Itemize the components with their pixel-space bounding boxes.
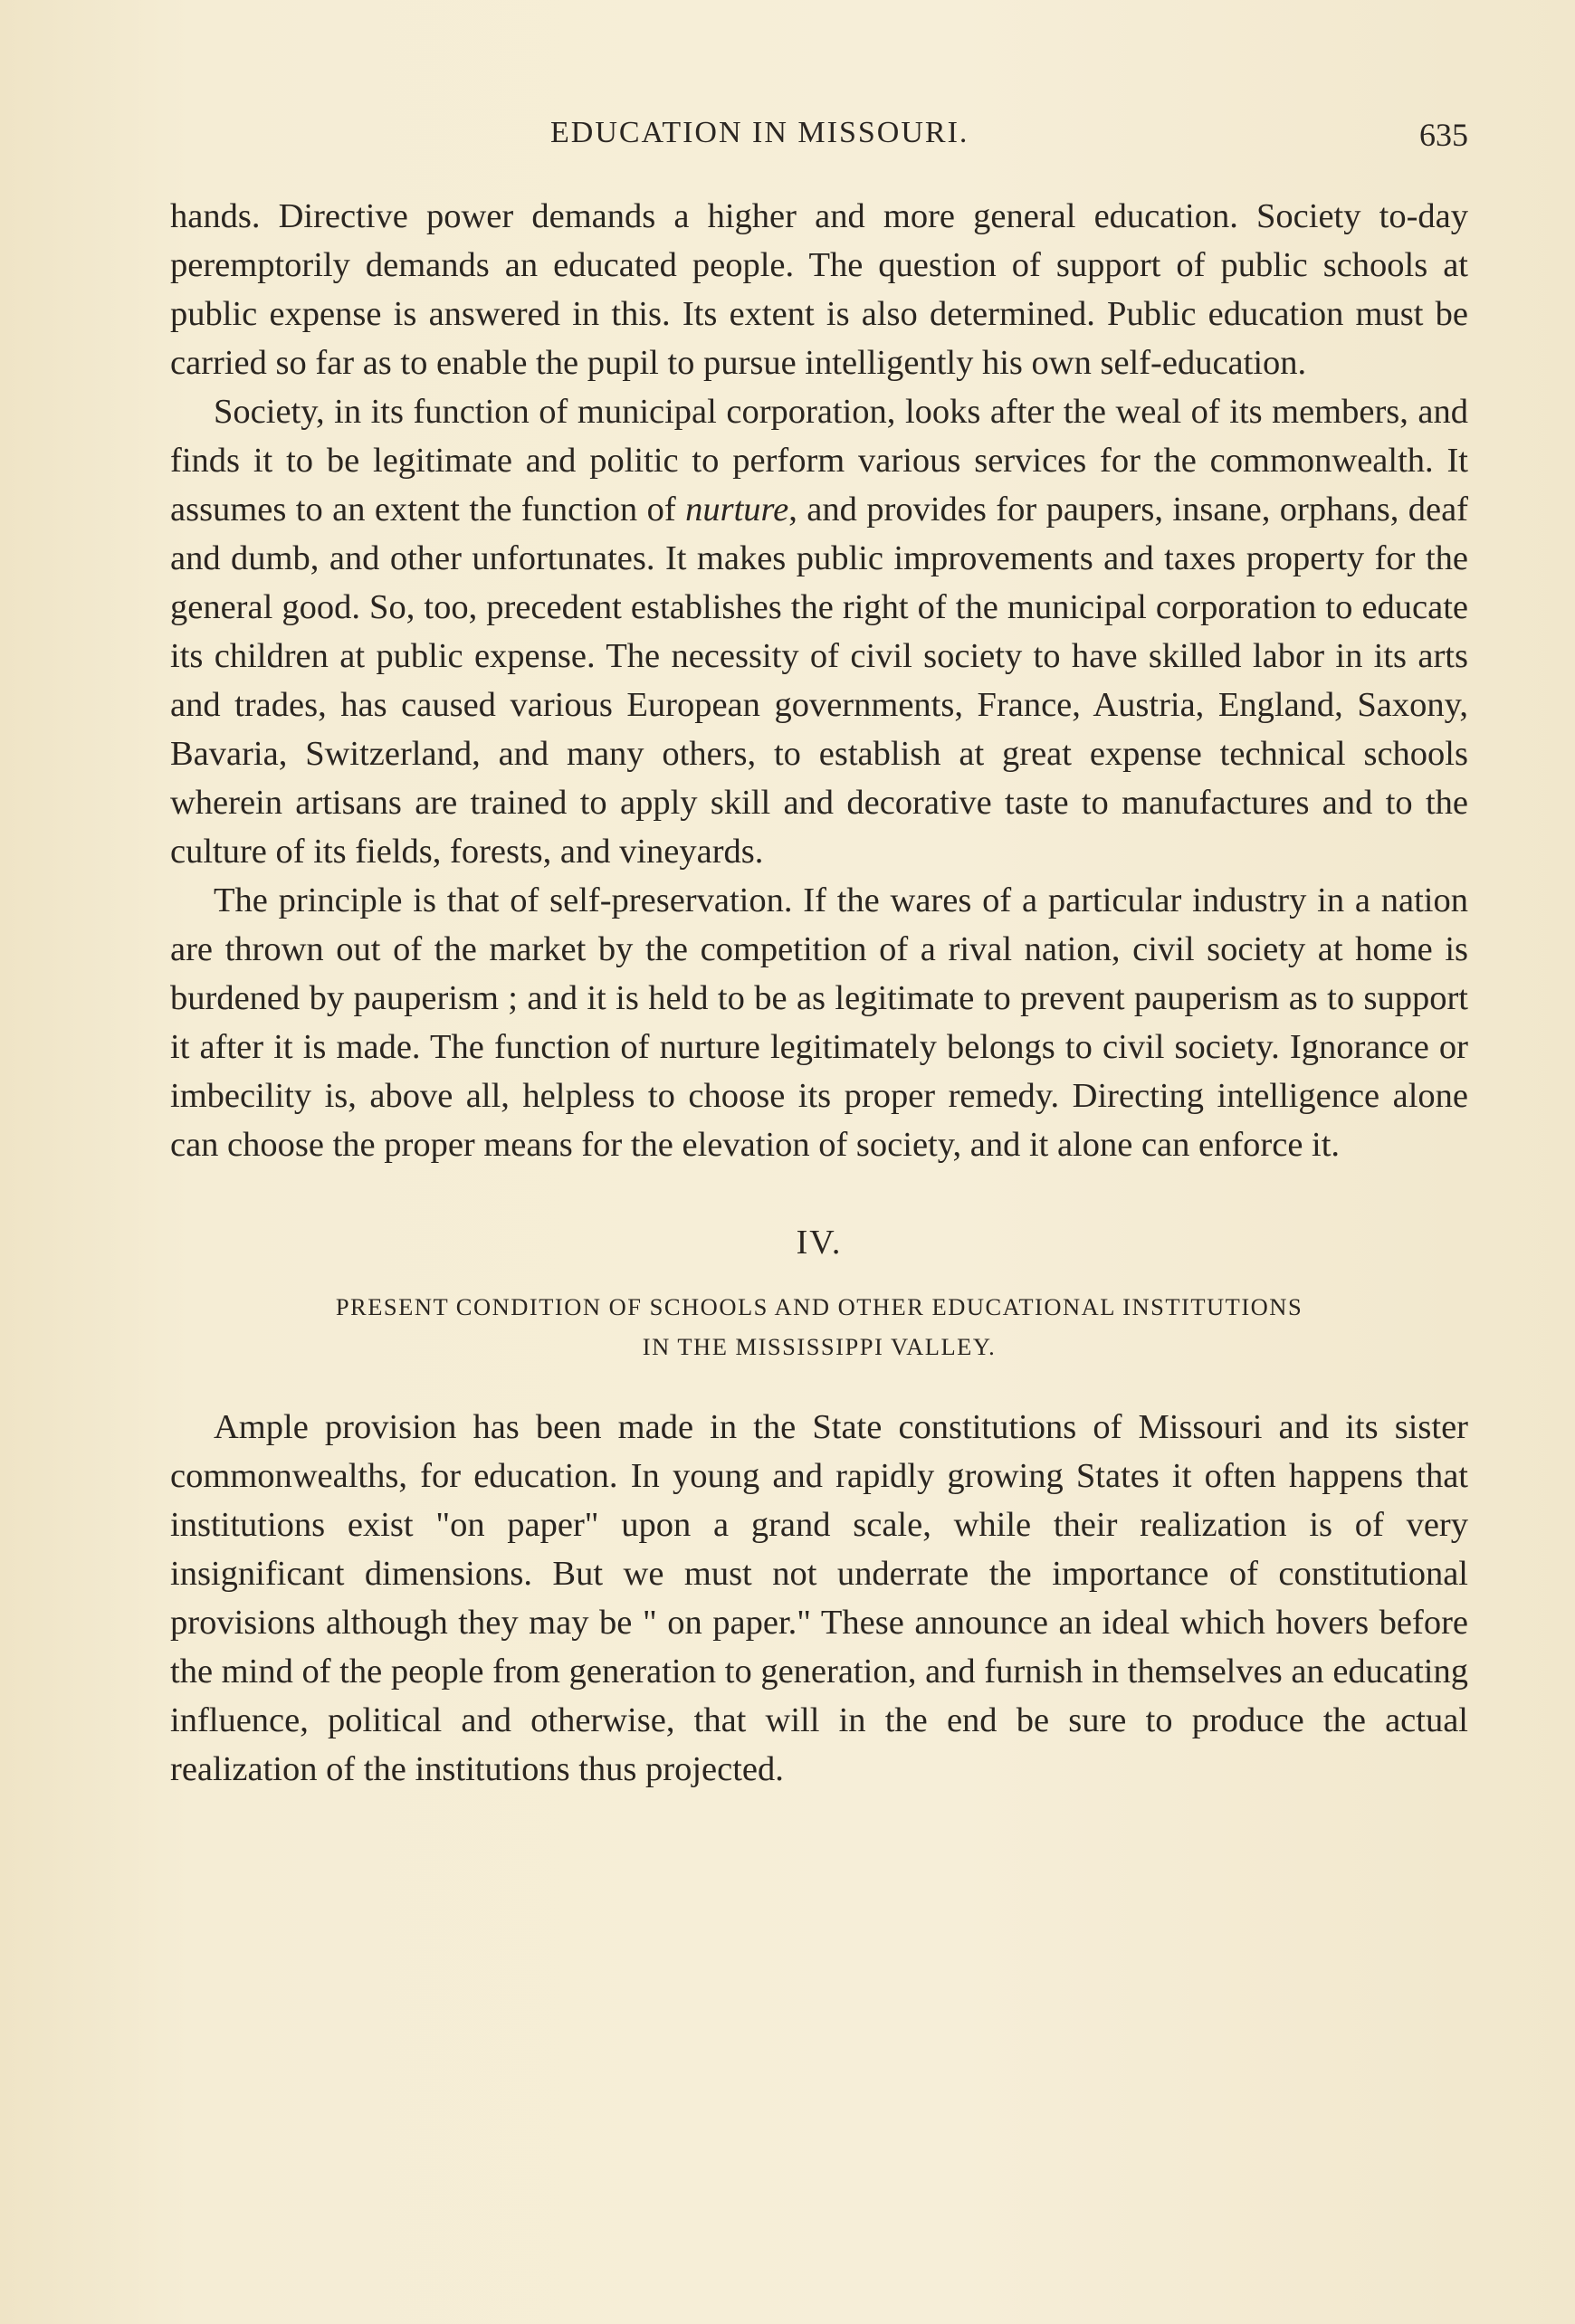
italic-word-nurture: nurture (685, 491, 789, 529)
section-number: IV. (796, 1224, 843, 1262)
section-heading-line-1: PRESENT CONDITION OF SCHOOLS AND OTHER EDUCATIONAL INSTITUTIONS (335, 1293, 1303, 1320)
body-text (170, 192, 1468, 1794)
paragraph-2 (170, 387, 1468, 876)
paragraph-3: The principle is that of self-preservation. If the wares of a particular industry in a nation are thrown out of the market by the competition of a rival nation, civil society at home is burdened by pauperism ; and it is held to be as legitimate to prevent pauperism as to support it after it is made. The function of nurture legitimately belongs to civil society. Ignorance or imbecility is, above all, helpless to choose its proper remedy. Directing intelligence alone can choose the proper means for the elevation of society, and it alone can enforce it. (170, 881, 1468, 1164)
paragraph-4: Ample provision has been made in the State constitutions of Missouri and its sister commonwealths, for education. In young and rapidly growing States it often happens that institutions exist "on paper" upon a grand scale, while their realization is of very insignificant dimensions. But we must not underrate the importance of constitutional provisions although they may be " on paper." These announce an ideal which hovers before the mind of the people from generation to generation, and furnish in themselves an educating influence, political and otherwise, that will in the end be sure to produce the actual realization of the institutions thus projected. (170, 1408, 1468, 1788)
paragraph-2-text-end: , and provides for paupers, insane, orphans, deaf and dumb, and other unfortunates. It makes public improvements and taxes property for the general good. So, too, precedent establishes the right of the municipal corporation to educate its children at public expense. The necessity of civil society to have skilled labor in its arts and trades, has caused various European governments, France, Austria, England, Saxony, Bavaria, Switzerland, and many others, to establish at great expense technical schools wherein artisans are trained to apply skill and decorative taste to manufactures and to the culture of its fields, forests, and vineyards. (170, 491, 1468, 871)
section-heading (170, 1287, 1468, 1367)
paragraph-2-text-start: Society, in its function of municipal corporation, looks after the weal of its members, and finds it to be legitimate and politic to perform various services for the commonwealth. It assumes to an extent the function of (170, 393, 1468, 529)
section-heading-line-2: IN THE MISSISSIPPI VALLEY. (642, 1333, 997, 1360)
running-head (170, 116, 1468, 161)
page-number: 635 (1419, 117, 1468, 153)
running-head-title: EDUCATION IN MISSOURI. (550, 116, 969, 149)
paragraph-1: hands. Directive power demands a higher and more general education. Society to-day peremptorily demands an educated people. The question of support of public schools at public expense is answered in this. Its extent is also determined. Public education must be carried so far as to enable the pupil to pursue intelligently his own self-education. (170, 197, 1468, 382)
